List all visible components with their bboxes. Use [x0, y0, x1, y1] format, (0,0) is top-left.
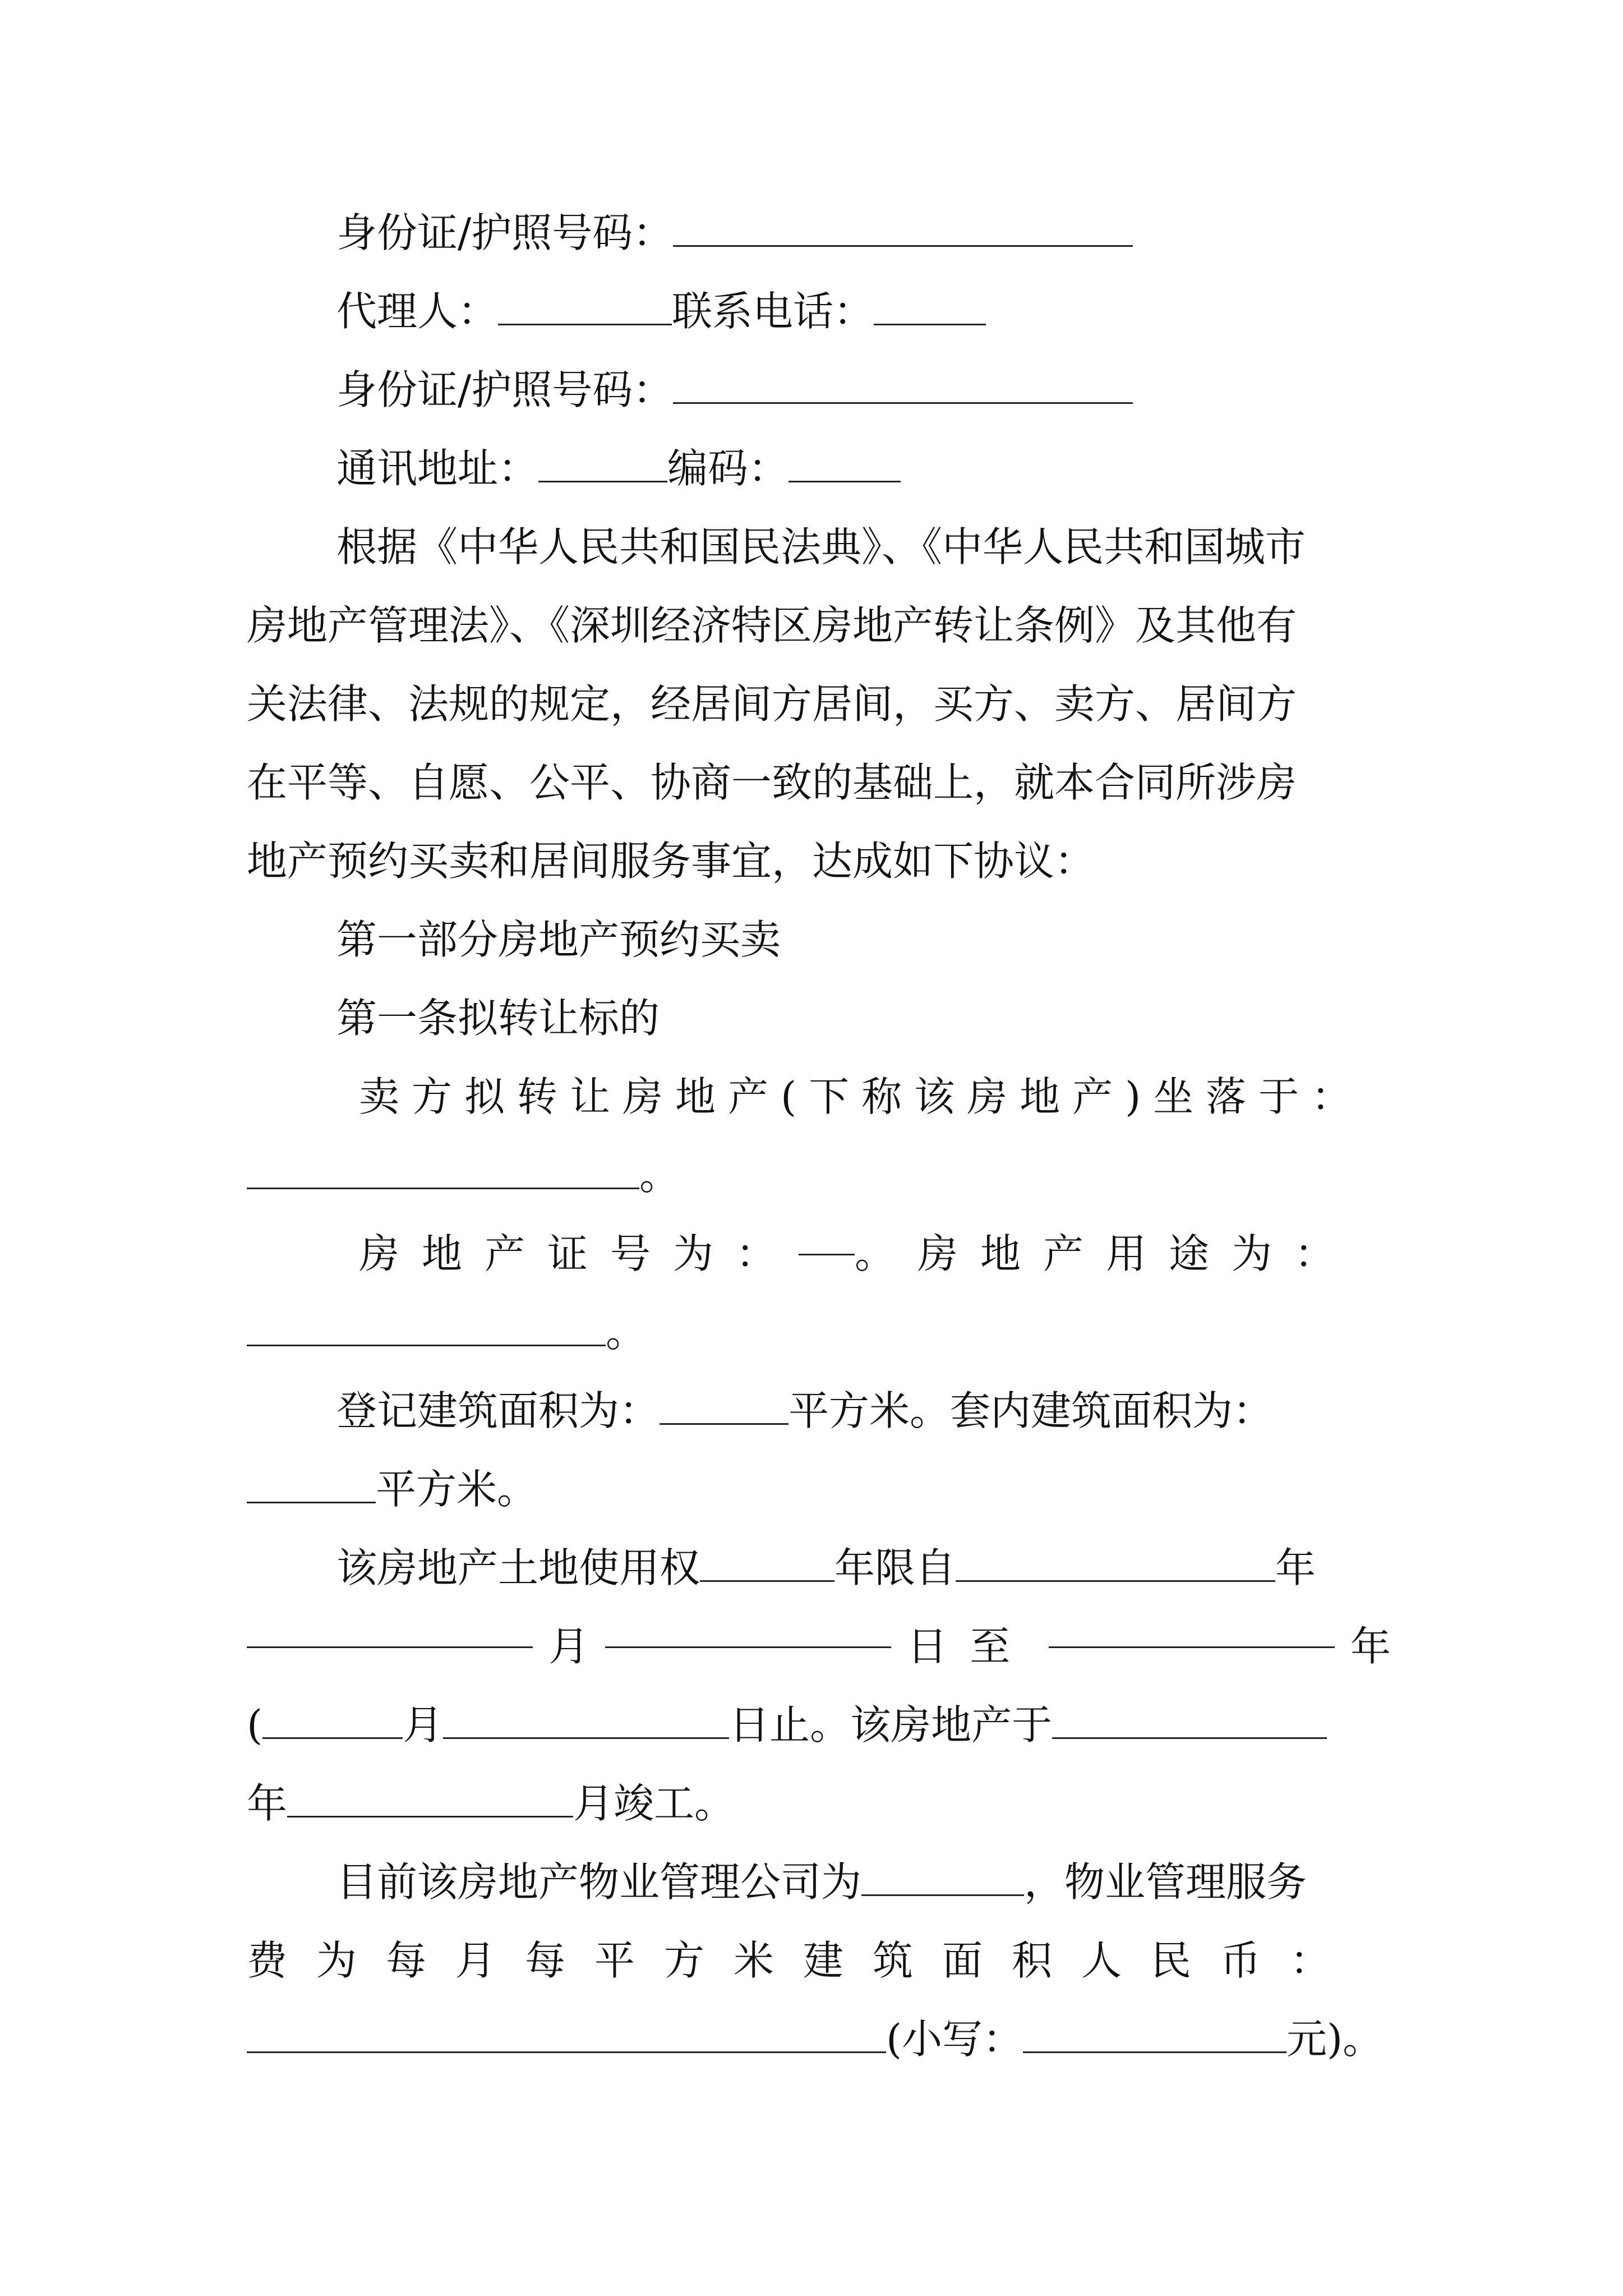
certificate-blank[interactable]: [799, 1214, 855, 1255]
month-label: 月: [403, 1701, 444, 1749]
completion-row: [247, 1764, 1391, 1843]
address-label: 通讯地址：: [336, 445, 539, 492]
area-unit: 平方米。: [789, 1387, 951, 1434]
inner-area-unit: 平方米。: [376, 1466, 538, 1513]
fee-uppercase-blank[interactable]: [247, 2012, 886, 2053]
property-mgmt-blank[interactable]: [861, 1855, 1024, 1896]
id-number-row-2: [336, 351, 1402, 429]
intro-paragraph-line: 在平等、自愿、公平、协商一致的基础上，就本合同所涉房: [247, 759, 1297, 806]
article-title: 第一条拟转让标的: [336, 995, 660, 1042]
start-day-blank[interactable]: [605, 1607, 891, 1648]
property-mgmt-suffix: ，物业管理服务: [1024, 1858, 1307, 1906]
start-year-blank[interactable]: [956, 1541, 1275, 1582]
completion-intro: 日止。该房地产于: [729, 1701, 1053, 1749]
use-blank[interactable]: [247, 1305, 606, 1346]
id-number-label: 身份证/护照号码：: [336, 366, 674, 413]
address-blank[interactable]: [538, 441, 667, 482]
year-label: 年: [1275, 1544, 1316, 1591]
use-blank-row: [247, 1293, 1391, 1372]
end-day-blank[interactable]: [443, 1698, 729, 1739]
inner-area-label: 套内建筑面积为：: [950, 1387, 1274, 1434]
intro-paragraph-line: 地产预约买卖和居间服务事宜，达成如下协议：: [247, 838, 1095, 885]
completion-year-blank[interactable]: [1052, 1698, 1327, 1739]
fee-lowercase-blank[interactable]: [1023, 2012, 1287, 2053]
fee-yuan: 元)。: [1287, 2016, 1384, 2063]
location-blank[interactable]: [247, 1148, 639, 1189]
phone-label: 联系电话：: [672, 288, 874, 335]
completion-label: 月竣工。: [573, 1780, 735, 1827]
year-label: 年: [247, 1780, 288, 1827]
agent-row: [336, 272, 1402, 351]
end-year-blank[interactable]: [1049, 1607, 1335, 1648]
part-title: 第一部分房地产预约买卖: [336, 916, 781, 963]
paren-open: (: [247, 1701, 263, 1749]
completion-month-blank[interactable]: [287, 1777, 573, 1818]
certificate-label: 房地产证号为：: [359, 1230, 799, 1277]
fee-line: 费为每月每平方米建筑面积人民币：: [247, 1937, 1360, 1984]
id-number-blank[interactable]: [673, 363, 1133, 404]
id-number-row-1: [336, 194, 1402, 272]
day-to-label: 日至: [907, 1623, 1033, 1670]
use-end: 。: [606, 1309, 647, 1356]
fee-amount-row: [247, 2000, 1419, 2078]
agent-label: 代理人：: [336, 288, 499, 335]
inner-area-row: [247, 1450, 1391, 1529]
phone-blank[interactable]: [874, 284, 986, 325]
registered-area-blank[interactable]: [660, 1384, 789, 1425]
land-term-blank[interactable]: [700, 1541, 834, 1582]
location-line: 卖方拟转让房地产(下称该房地产)坐落于：: [359, 1073, 1364, 1120]
fee-lowercase-label: (小写：: [886, 2016, 1023, 2063]
month-label: 月: [548, 1623, 589, 1670]
area-row: [336, 1372, 1402, 1450]
id-number-label: 身份证/护照号码：: [336, 209, 674, 256]
property-mgmt-label: 目前该房地产物业管理公司为: [336, 1858, 862, 1906]
location-end: 。: [639, 1152, 680, 1199]
use-label: 。房地产用途为：: [854, 1230, 1357, 1277]
postcode-label: 编码：: [667, 445, 789, 492]
inner-area-blank[interactable]: [247, 1462, 376, 1503]
id-number-blank[interactable]: [673, 206, 1133, 247]
certificate-row: [359, 1214, 1357, 1293]
land-years-from: 年限自: [834, 1544, 956, 1591]
registered-area-label: 登记建筑面积为：: [336, 1387, 660, 1434]
start-month-blank[interactable]: [247, 1607, 533, 1648]
intro-paragraph-line: 房地产管理法》、《深圳经济特区房地产转让条例》及其他有: [247, 602, 1297, 649]
land-use-label: 该房地产土地使用权: [336, 1544, 700, 1591]
land-end-row: [247, 1686, 1391, 1764]
land-date-row: [247, 1607, 1391, 1686]
intro-paragraph-line: 根据《中华人民共和国民法典》、《中华人民共和国城市: [336, 523, 1306, 570]
property-mgmt-row: [336, 1843, 1402, 1921]
agent-blank[interactable]: [498, 284, 672, 325]
postcode-blank[interactable]: [789, 441, 901, 482]
land-use-row: [336, 1529, 1402, 1607]
intro-paragraph-line: 关法律、法规的规定，经居间方居间，买方、卖方、居间方: [247, 680, 1297, 728]
end-month-blank[interactable]: [262, 1698, 403, 1739]
location-blank-row: [247, 1136, 1391, 1214]
year-label: 年: [1350, 1623, 1391, 1670]
address-row: [336, 429, 1402, 508]
